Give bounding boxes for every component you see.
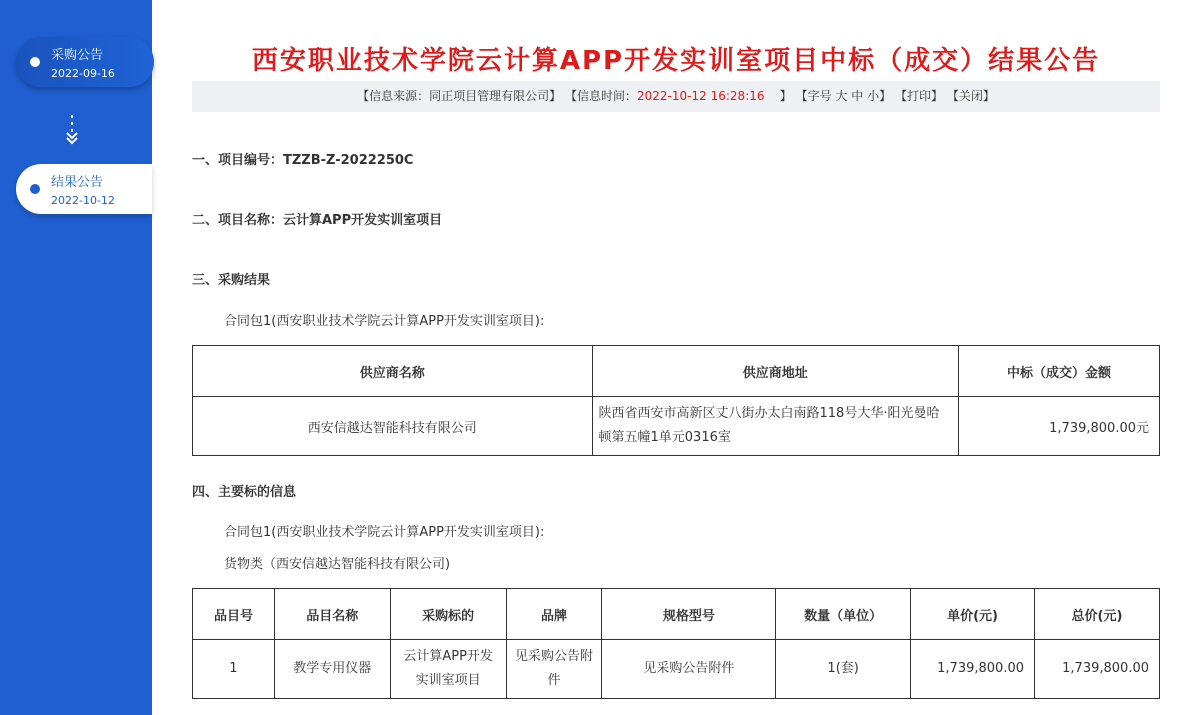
font-size-large-link[interactable]: 大 [835,89,848,103]
timeline-item-purchase-notice[interactable] [16,37,154,87]
table-row [193,640,1160,699]
table-header: 单价(元) [911,589,1035,640]
item-name: 教学专用仪器 [274,640,390,699]
font-size-close: 】 [879,89,892,103]
close-link[interactable]: 【关闭】 [946,89,995,103]
result-table [192,345,1160,456]
font-size-label: 【字号 [795,89,832,103]
table-header: 采购标的 [390,589,506,640]
info-bar [192,81,1160,112]
timeline-sidebar [0,0,152,715]
table-header: 供应商名称 [193,346,593,397]
info-time-label: 【信息时间： [565,89,638,103]
table-header: 品目名称 [274,589,390,640]
table-row [193,397,1160,456]
info-time-value: 2022-10-12 16:28:16 [637,89,765,103]
timeline-dot [30,184,40,194]
font-size-medium-link[interactable]: 中 [851,89,864,103]
table-header: 规格型号 [602,589,776,640]
item-quantity: 1(套) [776,640,911,699]
item-number: 1 [193,640,275,699]
timeline-dot [30,57,40,67]
table-header: 中标（成交）金额 [959,346,1160,397]
section-project-name: 二、项目名称：云计算APP开发实训室项目 [192,213,443,228]
table-header-row [193,589,1160,640]
timeline-item-title: 采购公告 [51,48,104,63]
supplier-address: 陕西省西安市高新区丈八街办太白南路118号大华·阳光曼哈顿第五幢1单元0316室 [592,397,959,456]
section-project-number: 一、项目编号：TZZB-Z-2022250C [192,153,414,168]
table-header: 总价(元) [1035,589,1160,640]
page-title: 西安职业技术学院云计算APP开发实训室项目中标（成交）结果公告 [251,46,1101,76]
item-total-price: 1,739,800.00 [1035,640,1160,699]
arrow-down-icon [62,113,82,147]
table-header: 品目号 [193,589,275,640]
package-label: 合同包1(西安职业技术学院云计算APP开发实训室项目): [224,525,545,540]
timeline-item-date: 2022-09-16 [51,67,115,80]
section-main-items: 四、主要标的信息 [192,485,297,500]
font-size-small-link[interactable]: 小 [867,89,880,103]
table-header: 供应商地址 [592,346,959,397]
table-header: 品牌 [506,589,602,640]
items-table [192,588,1160,699]
item-unit-price: 1,739,800.00 [911,640,1035,699]
supplier-name: 西安信越达智能科技有限公司 [193,397,593,456]
table-header-row [193,346,1160,397]
table-header: 数量（单位） [776,589,911,640]
print-link[interactable]: 【打印】 [894,89,943,103]
timeline-item-title: 结果公告 [51,175,104,190]
section-purchase-result: 三、采购结果 [192,273,271,288]
info-time-close: 】 [779,89,792,103]
info-source: 【信息来源：同正项目管理有限公司】 [357,89,562,103]
award-amount: 1,739,800.00元 [959,397,1160,456]
item-brand: 见采购公告附件 [506,640,602,699]
package-label: 合同包1(西安职业技术学院云计算APP开发实训室项目): [224,314,545,329]
goods-label: 货物类（西安信越达智能科技有限公司) [224,557,451,572]
item-subject: 云计算APP开发实训室项目 [390,640,506,699]
timeline-item-date: 2022-10-12 [51,194,115,207]
timeline-item-result-notice[interactable] [16,164,152,214]
item-spec: 见采购公告附件 [602,640,776,699]
